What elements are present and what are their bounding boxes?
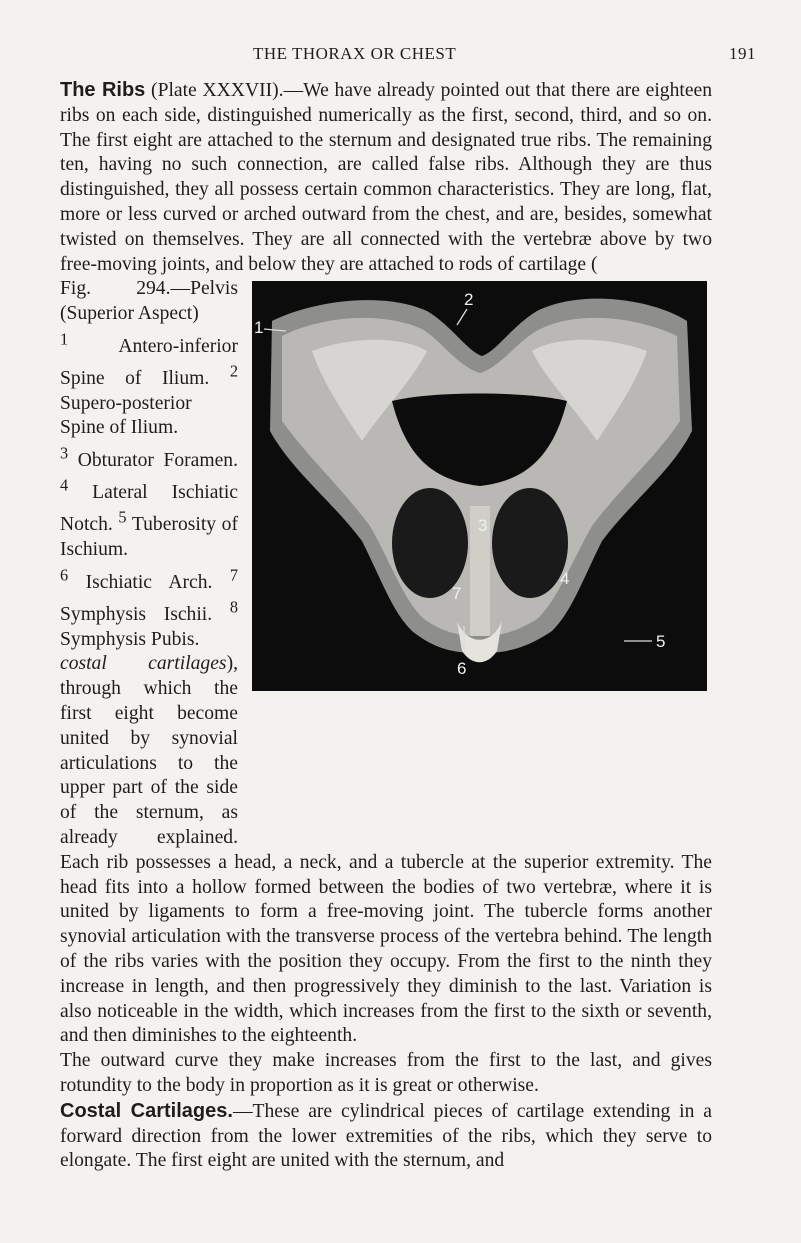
figure-label-8: 8 [449,512,459,532]
legend-item: $^8$ Symphysis Pubis. [60,597,238,650]
ribs-text-end: ), through which the first eight become united by synovial articulations to the upper part of the side of the sternum, as already explained. Each rib possesses a head, a neck, and a tubercle at the superior extremity. The head fits into a hollow formed between the bodies of two vertebræ, where it is united by ligaments to form a free-moving joint. The tubercle forms another synovial articulation with the transverse process of the vertebra behind. The length of the ribs varies with the position they occupy. From the first to the ninth they increase in length, and then progressively they diminish to the last. Variation is also noticeable in the width, which increases from the first to the sixth or seventh, and then diminishes to the eighteenth. [60,653,712,1047]
legend-item: $^3$ Obturator Foramen. [60,443,238,471]
legend-item: $^1$ Antero-inferior Spine of Ilium. [60,328,238,389]
body-text [60,78,712,1174]
figure-label-3: 3 [478,516,488,536]
costal-heading: Costal Cartilages. [60,1099,233,1122]
ribs-heading: The Ribs [60,79,146,101]
figure-label-6: 6 [457,659,467,679]
figure-block [252,281,712,846]
curve-paragraph: The outward curve they make increases from the first to the last, and gives rotundity to the body in proportion as it is great or otherwise. [60,1050,712,1096]
costal-paragraph [60,1099,712,1174]
figure-label-4: 4 [560,569,570,589]
legend-item: $^2$ Supero-posterior Spine of Ilium. [60,361,238,439]
costal-cartilages-italic: costal cartilages [60,653,227,675]
costal-text: —These are cylindrical pieces of cartilage extending in a forward direction from the lower extremities of the ribs, which they serve to elongate. The first eight are united with the sternum, and [60,1100,712,1172]
pelvis-illustration [252,281,707,691]
legend-item: $^6$ Ischiatic Arch. [60,565,213,593]
legend-item: $^4$ Lateral Ischiatic Notch. [60,475,238,536]
pelvis-figure [252,281,707,691]
figure-label-5: 5 [656,632,666,652]
ribs-text-start: (Plate XXXVII).—We have already pointed out that there are eighteen ribs on each side, distinguished numerically as the first, second, third, and so on. The first eight are attached to the sternum and designated true ribs. The remaining ten, having no such connection, are called false ribs. Although they are thus distinguished, they all possess certain common characteristics. They are long, flat, more or less curved or arched outward from the chest, and are, besides, somewhat twisted on themselves. They are all connected with the vertebræ above by two free-moving joints, and below they are attached to rods of cartilage ( [60,80,713,275]
caption-title: Fig. 294.—Pelvis (Superior Aspect) [60,278,238,325]
legend-item: $^5$ Tuberosity of Ischium. [60,507,238,561]
legend-item: $^7$ Symphysis Ischii. [60,565,238,625]
figure-label-7: 7 [452,584,462,604]
page-number: 191 [729,44,756,63]
figure-label-1: 1 [254,318,264,338]
figure-label-2: 2 [464,290,474,310]
running-head-title: THE THORAX OR CHEST [253,44,457,63]
